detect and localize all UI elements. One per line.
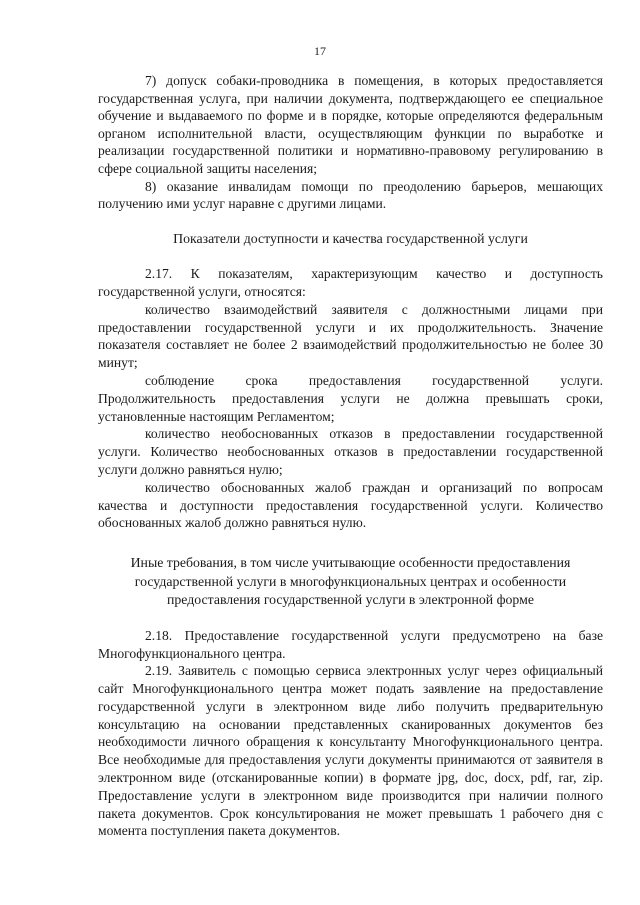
document-body [98, 72, 603, 840]
section-heading-other-requirements: Иные требования, в том числе учитывающие особенности предоставления государственной услуги в многофункциональных центрах и особенности предоставления государственной услуги в электронной форме [130, 555, 571, 608]
indicator-interactions: количество взаимодействий заявителя с должностными лицами при предоставлении государственной услуги и их продолжительность. Значение показателя составляет не более 2 взаимодействий продолжительностью не более 30 минут; [98, 301, 603, 371]
paragraph-2-19: 2.19. Заявитель с помощью сервиса электронных услуг через официальный сайт Многофункционального центра может подать заявление на предоставление государственной услуги в электронном виде либо получить предварительную консультацию на основании представленных сканированных документов без необходимости личного обращения к консультанту Многофункционального центра. Все необходимые для предоставления услуги документы принимаются от заявителя в электронном виде (отсканированные копии) в формате jpg, doc, docx, pdf, rar, zip. Предоставление услуги в электронном виде производится при наличии полного пакета документов. Срок консультирования не может превышать 1 рабочего дня с момента поступления пакета документов. [98, 663, 603, 839]
page-number: 17 [314, 44, 326, 58]
section-heading-accessibility: Показатели доступности и качества государственной услуги [173, 230, 528, 246]
indicator-refusals: количество необоснованных отказов в предоставлении государственной услуги. Количество необоснованных отказов в предоставлении государственной услуги должно равняться нулю; [98, 426, 603, 478]
list-item-8: 8) оказание инвалидам помощи по преодолению барьеров, мешающих получению ими услуг наравне с другими лицами. [98, 178, 603, 212]
paragraph-2-18: 2.18. Предоставление государственной услуги предусмотрено на базе Многофункционального центра. [98, 627, 603, 661]
paragraph-2-17: 2.17. К показателям, характеризующим качество и доступность государственной услуги, относятся: [98, 266, 603, 300]
indicator-complaints: количество обоснованных жалоб граждан и организаций по вопросам качества и доступности предоставления государственной услуги. Количество обоснованных жалоб должно равняться нулю. [98, 479, 603, 531]
indicator-deadline: соблюдение срока предоставления государственной услуги. Продолжительность предоставления услуги не должна превышать сроки, установленные настоящим Регламентом; [98, 373, 603, 424]
list-item-7: 7) допуск собаки-проводника в помещения, в которых предоставляется государственная услуга, при наличии документа, подтверждающего ее специальное обучение и выдаваемого по форме и в порядке, которые определяются федеральным органом исполнительной власти, осуществляющим функции по выработке и реализации государственной политики и нормативно-правовому регулированию в сфере социальной защиты населения; [98, 73, 603, 176]
